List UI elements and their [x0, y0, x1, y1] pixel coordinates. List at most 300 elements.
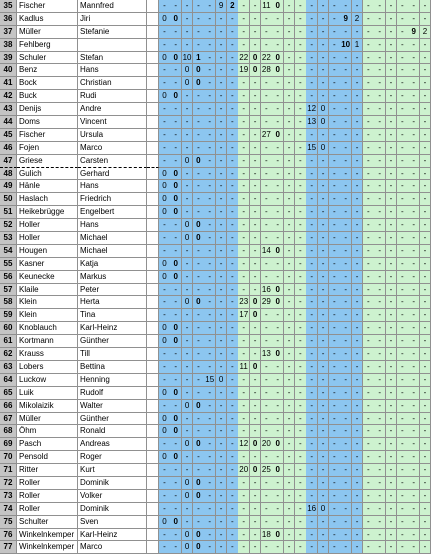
score-cell[interactable]: -	[363, 451, 375, 464]
score-cell[interactable]: -	[193, 335, 205, 348]
first-name-cell[interactable]: Markus	[78, 271, 147, 284]
score-cell[interactable]: -	[182, 387, 194, 400]
score-cell[interactable]: -	[329, 361, 341, 374]
score-cell[interactable]: -	[227, 516, 239, 529]
first-name-cell[interactable]: Carsten	[78, 155, 147, 168]
score-cell[interactable]: 0	[193, 438, 205, 451]
empty-cell[interactable]	[147, 309, 159, 322]
score-cell[interactable]: -	[272, 490, 284, 503]
score-cell[interactable]: 0	[159, 271, 171, 284]
score-cell[interactable]: -	[284, 425, 296, 438]
first-name-cell[interactable]: Vincent	[78, 116, 147, 129]
score-cell[interactable]: -	[340, 322, 352, 335]
score-cell[interactable]: -	[204, 103, 216, 116]
score-cell[interactable]: -	[182, 0, 194, 13]
score-cell[interactable]: -	[408, 529, 420, 542]
score-cell[interactable]: -	[272, 503, 284, 516]
score-cell[interactable]: -	[284, 529, 296, 542]
score-cell[interactable]: -	[216, 219, 228, 232]
score-cell[interactable]: -	[250, 413, 262, 426]
score-cell[interactable]: -	[227, 90, 239, 103]
score-cell[interactable]: -	[295, 180, 307, 193]
score-cell[interactable]: -	[340, 193, 352, 206]
score-cell[interactable]: -	[159, 64, 171, 77]
score-cell[interactable]: 0	[170, 180, 182, 193]
score-cell[interactable]: -	[159, 374, 171, 387]
score-cell[interactable]: -	[340, 180, 352, 193]
score-cell[interactable]: -	[272, 387, 284, 400]
score-cell[interactable]: -	[397, 39, 409, 52]
score-cell[interactable]: -	[363, 516, 375, 529]
score-cell[interactable]: -	[386, 168, 398, 181]
score-cell[interactable]: -	[340, 284, 352, 297]
score-cell[interactable]: -	[329, 193, 341, 206]
score-cell[interactable]: -	[204, 129, 216, 142]
score-cell[interactable]: -	[216, 296, 228, 309]
score-cell[interactable]: -	[204, 116, 216, 129]
score-cell[interactable]: -	[420, 39, 431, 52]
score-cell[interactable]: -	[329, 13, 341, 26]
score-cell[interactable]: -	[227, 296, 239, 309]
score-cell[interactable]: -	[386, 13, 398, 26]
score-cell[interactable]: -	[272, 413, 284, 426]
score-cell[interactable]: -	[250, 193, 262, 206]
score-cell[interactable]: -	[238, 541, 250, 554]
score-cell[interactable]: -	[306, 155, 318, 168]
score-cell[interactable]: -	[170, 155, 182, 168]
score-cell[interactable]: -	[363, 335, 375, 348]
score-cell[interactable]: -	[261, 361, 273, 374]
score-cell[interactable]: -	[397, 52, 409, 65]
score-cell[interactable]: -	[170, 39, 182, 52]
score-cell[interactable]: -	[204, 0, 216, 13]
score-cell[interactable]: 0	[170, 516, 182, 529]
score-cell[interactable]: -	[170, 232, 182, 245]
empty-cell[interactable]	[147, 464, 159, 477]
score-cell[interactable]: -	[329, 180, 341, 193]
score-cell[interactable]: 0	[170, 387, 182, 400]
score-cell[interactable]: -	[238, 168, 250, 181]
score-cell[interactable]: -	[386, 348, 398, 361]
score-cell[interactable]: -	[204, 13, 216, 26]
score-cell[interactable]: -	[182, 361, 194, 374]
score-cell[interactable]: -	[204, 400, 216, 413]
score-cell[interactable]: -	[397, 284, 409, 297]
score-cell[interactable]: -	[227, 413, 239, 426]
score-cell[interactable]: -	[250, 180, 262, 193]
empty-cell[interactable]	[147, 490, 159, 503]
first-name-cell[interactable]: Jiri	[78, 13, 147, 26]
score-cell[interactable]: -	[363, 142, 375, 155]
score-cell[interactable]: -	[374, 258, 386, 271]
score-cell[interactable]: -	[250, 77, 262, 90]
score-cell[interactable]: -	[284, 180, 296, 193]
score-cell[interactable]: -	[397, 129, 409, 142]
score-cell[interactable]: -	[329, 464, 341, 477]
score-cell[interactable]: -	[250, 541, 262, 554]
score-cell[interactable]: -	[397, 0, 409, 13]
score-cell[interactable]: -	[238, 13, 250, 26]
score-cell[interactable]: -	[397, 155, 409, 168]
score-cell[interactable]: 0	[170, 322, 182, 335]
score-cell[interactable]: 0	[250, 52, 262, 65]
score-cell[interactable]: -	[397, 26, 409, 39]
score-cell[interactable]: -	[170, 541, 182, 554]
score-cell[interactable]: -	[227, 206, 239, 219]
score-cell[interactable]: -	[250, 490, 262, 503]
score-cell[interactable]: 0	[182, 296, 194, 309]
score-cell[interactable]: 0	[250, 438, 262, 451]
score-cell[interactable]: -	[238, 232, 250, 245]
score-cell[interactable]: -	[261, 116, 273, 129]
score-cell[interactable]: -	[420, 374, 431, 387]
score-cell[interactable]: -	[193, 193, 205, 206]
score-cell[interactable]: -	[363, 438, 375, 451]
score-cell[interactable]: -	[159, 541, 171, 554]
score-cell[interactable]: -	[170, 348, 182, 361]
empty-cell[interactable]	[147, 451, 159, 464]
score-cell[interactable]: -	[352, 26, 364, 39]
score-cell[interactable]: -	[250, 271, 262, 284]
score-cell[interactable]: -	[306, 232, 318, 245]
empty-cell[interactable]	[147, 387, 159, 400]
empty-cell[interactable]	[147, 232, 159, 245]
score-cell[interactable]: -	[374, 219, 386, 232]
empty-cell[interactable]	[147, 77, 159, 90]
score-cell[interactable]: -	[159, 464, 171, 477]
score-cell[interactable]: -	[352, 490, 364, 503]
score-cell[interactable]: 0	[272, 64, 284, 77]
score-cell[interactable]: -	[386, 541, 398, 554]
score-cell[interactable]: 0	[193, 477, 205, 490]
score-cell[interactable]: -	[250, 206, 262, 219]
score-cell[interactable]: -	[329, 77, 341, 90]
first-name-cell[interactable]: Walter	[78, 400, 147, 413]
score-cell[interactable]: 1	[352, 39, 364, 52]
score-cell[interactable]: -	[352, 322, 364, 335]
score-cell[interactable]: -	[420, 90, 431, 103]
score-cell[interactable]: -	[420, 219, 431, 232]
empty-cell[interactable]	[147, 258, 159, 271]
score-cell[interactable]: -	[284, 374, 296, 387]
empty-cell[interactable]	[147, 103, 159, 116]
score-cell[interactable]: -	[295, 219, 307, 232]
first-name-cell[interactable]: Karl-Heinz	[78, 322, 147, 335]
score-cell[interactable]: -	[340, 400, 352, 413]
score-cell[interactable]: -	[261, 103, 273, 116]
score-cell[interactable]: -	[216, 13, 228, 26]
score-cell[interactable]: 0	[272, 438, 284, 451]
score-cell[interactable]: -	[238, 322, 250, 335]
score-cell[interactable]: -	[318, 39, 330, 52]
score-cell[interactable]: -	[408, 52, 420, 65]
score-cell[interactable]: -	[408, 129, 420, 142]
score-cell[interactable]: -	[374, 271, 386, 284]
score-cell[interactable]: -	[159, 77, 171, 90]
score-cell[interactable]: -	[250, 232, 262, 245]
score-cell[interactable]: -	[374, 90, 386, 103]
score-cell[interactable]: -	[261, 258, 273, 271]
score-cell[interactable]: -	[284, 90, 296, 103]
score-cell[interactable]: -	[318, 129, 330, 142]
first-name-cell[interactable]: Engelbert	[78, 206, 147, 219]
score-cell[interactable]: 0	[272, 348, 284, 361]
score-cell[interactable]: -	[170, 0, 182, 13]
score-cell[interactable]: 0	[182, 529, 194, 542]
score-cell[interactable]: -	[238, 529, 250, 542]
score-cell[interactable]: -	[193, 206, 205, 219]
score-cell[interactable]: -	[352, 284, 364, 297]
first-name-cell[interactable]: Günther	[78, 335, 147, 348]
score-cell[interactable]: -	[420, 335, 431, 348]
score-cell[interactable]: -	[204, 309, 216, 322]
score-cell[interactable]: 0	[182, 490, 194, 503]
score-cell[interactable]: -	[216, 90, 228, 103]
score-cell[interactable]: 15	[306, 142, 318, 155]
score-cell[interactable]: -	[216, 438, 228, 451]
score-cell[interactable]: -	[363, 348, 375, 361]
score-cell[interactable]: -	[352, 387, 364, 400]
score-cell[interactable]: -	[408, 13, 420, 26]
score-cell[interactable]: 19	[238, 64, 250, 77]
empty-cell[interactable]	[147, 39, 159, 52]
empty-cell[interactable]	[147, 425, 159, 438]
score-cell[interactable]: -	[261, 39, 273, 52]
score-cell[interactable]: -	[204, 464, 216, 477]
score-cell[interactable]: -	[204, 142, 216, 155]
empty-cell[interactable]	[147, 477, 159, 490]
score-cell[interactable]: -	[340, 168, 352, 181]
last-name-cell[interactable]: Mikolaizik	[17, 400, 78, 413]
empty-cell[interactable]	[147, 516, 159, 529]
last-name-cell[interactable]: Roller	[17, 477, 78, 490]
score-cell[interactable]: -	[204, 348, 216, 361]
empty-cell[interactable]	[147, 296, 159, 309]
score-cell[interactable]: -	[363, 529, 375, 542]
last-name-cell[interactable]: Griese	[17, 155, 78, 168]
score-cell[interactable]: -	[386, 296, 398, 309]
score-cell[interactable]: -	[284, 168, 296, 181]
score-cell[interactable]: -	[227, 477, 239, 490]
empty-cell[interactable]	[147, 348, 159, 361]
score-cell[interactable]: -	[386, 464, 398, 477]
score-cell[interactable]: -	[386, 64, 398, 77]
score-cell[interactable]: -	[238, 77, 250, 90]
first-name-cell[interactable]: Christian	[78, 77, 147, 90]
score-cell[interactable]: -	[250, 335, 262, 348]
first-name-cell[interactable]: Michael	[78, 232, 147, 245]
first-name-cell[interactable]: Dominik	[78, 477, 147, 490]
score-cell[interactable]: -	[318, 180, 330, 193]
score-cell[interactable]: -	[306, 64, 318, 77]
score-cell[interactable]: -	[227, 348, 239, 361]
score-cell[interactable]: -	[408, 284, 420, 297]
score-cell[interactable]: -	[363, 361, 375, 374]
score-cell[interactable]: 0	[193, 490, 205, 503]
score-cell[interactable]: -	[159, 296, 171, 309]
score-cell[interactable]: -	[386, 374, 398, 387]
score-cell[interactable]: 0	[193, 296, 205, 309]
score-cell[interactable]: -	[272, 193, 284, 206]
score-cell[interactable]: -	[216, 193, 228, 206]
score-cell[interactable]: -	[386, 516, 398, 529]
score-cell[interactable]: 0	[193, 219, 205, 232]
last-name-cell[interactable]: Fojen	[17, 142, 78, 155]
score-cell[interactable]: -	[238, 374, 250, 387]
score-cell[interactable]: -	[284, 13, 296, 26]
score-cell[interactable]: -	[227, 464, 239, 477]
empty-cell[interactable]	[147, 168, 159, 181]
score-cell[interactable]: 11	[238, 361, 250, 374]
score-cell[interactable]: -	[363, 116, 375, 129]
score-cell[interactable]: -	[227, 245, 239, 258]
score-cell[interactable]: 14	[261, 245, 273, 258]
score-cell[interactable]: -	[227, 26, 239, 39]
score-cell[interactable]: 0	[159, 425, 171, 438]
score-cell[interactable]: -	[272, 13, 284, 26]
score-cell[interactable]: -	[238, 258, 250, 271]
score-cell[interactable]: -	[182, 271, 194, 284]
empty-cell[interactable]	[147, 64, 159, 77]
first-name-cell[interactable]: Ronald	[78, 425, 147, 438]
score-cell[interactable]: -	[318, 413, 330, 426]
score-cell[interactable]: -	[340, 503, 352, 516]
score-cell[interactable]: -	[306, 464, 318, 477]
score-cell[interactable]: -	[340, 425, 352, 438]
score-cell[interactable]: -	[238, 206, 250, 219]
score-cell[interactable]: -	[227, 219, 239, 232]
score-cell[interactable]: -	[159, 0, 171, 13]
empty-cell[interactable]	[147, 116, 159, 129]
score-cell[interactable]: -	[261, 322, 273, 335]
score-cell[interactable]: -	[216, 206, 228, 219]
score-cell[interactable]: -	[284, 400, 296, 413]
last-name-cell[interactable]: Holler	[17, 219, 78, 232]
score-cell[interactable]: -	[374, 309, 386, 322]
score-cell[interactable]: -	[408, 77, 420, 90]
score-cell[interactable]: -	[397, 206, 409, 219]
score-cell[interactable]: -	[386, 142, 398, 155]
score-cell[interactable]: -	[340, 258, 352, 271]
score-cell[interactable]: -	[386, 400, 398, 413]
score-cell[interactable]: -	[170, 219, 182, 232]
score-cell[interactable]: -	[159, 116, 171, 129]
score-cell[interactable]: -	[318, 490, 330, 503]
score-cell[interactable]: -	[363, 258, 375, 271]
score-cell[interactable]: -	[227, 129, 239, 142]
score-cell[interactable]: -	[272, 155, 284, 168]
score-cell[interactable]: -	[386, 90, 398, 103]
score-cell[interactable]: -	[397, 13, 409, 26]
score-cell[interactable]: -	[329, 219, 341, 232]
score-cell[interactable]: -	[193, 39, 205, 52]
score-cell[interactable]: -	[420, 258, 431, 271]
score-cell[interactable]: -	[227, 451, 239, 464]
score-cell[interactable]: -	[386, 503, 398, 516]
score-cell[interactable]: -	[306, 361, 318, 374]
score-cell[interactable]: -	[363, 39, 375, 52]
score-cell[interactable]: -	[295, 271, 307, 284]
score-cell[interactable]: -	[238, 503, 250, 516]
score-cell[interactable]: -	[386, 155, 398, 168]
score-cell[interactable]: -	[306, 335, 318, 348]
empty-cell[interactable]	[147, 322, 159, 335]
score-cell[interactable]: -	[363, 245, 375, 258]
score-cell[interactable]: -	[295, 129, 307, 142]
score-cell[interactable]: -	[182, 413, 194, 426]
score-cell[interactable]: -	[204, 77, 216, 90]
score-cell[interactable]: -	[227, 529, 239, 542]
score-cell[interactable]: 20	[261, 438, 273, 451]
score-cell[interactable]: -	[352, 400, 364, 413]
score-cell[interactable]: -	[238, 26, 250, 39]
score-cell[interactable]: -	[295, 374, 307, 387]
score-cell[interactable]: -	[261, 413, 273, 426]
score-cell[interactable]: -	[340, 245, 352, 258]
score-cell[interactable]: -	[306, 180, 318, 193]
score-cell[interactable]: 0	[318, 103, 330, 116]
last-name-cell[interactable]: Hougen	[17, 245, 78, 258]
score-cell[interactable]: -	[295, 245, 307, 258]
score-cell[interactable]: -	[216, 258, 228, 271]
score-cell[interactable]: -	[329, 516, 341, 529]
score-cell[interactable]: -	[397, 245, 409, 258]
score-cell[interactable]: -	[397, 271, 409, 284]
score-cell[interactable]: -	[193, 168, 205, 181]
score-cell[interactable]: -	[363, 284, 375, 297]
score-cell[interactable]: -	[340, 206, 352, 219]
score-cell[interactable]: -	[159, 39, 171, 52]
score-cell[interactable]: -	[193, 284, 205, 297]
score-cell[interactable]: 20	[238, 464, 250, 477]
score-cell[interactable]: -	[295, 64, 307, 77]
score-cell[interactable]: -	[216, 39, 228, 52]
score-cell[interactable]: -	[352, 541, 364, 554]
score-cell[interactable]: -	[352, 103, 364, 116]
score-cell[interactable]: -	[420, 142, 431, 155]
score-cell[interactable]: -	[193, 516, 205, 529]
score-cell[interactable]: 0	[159, 451, 171, 464]
last-name-cell[interactable]: Roller	[17, 503, 78, 516]
score-cell[interactable]: -	[386, 77, 398, 90]
score-cell[interactable]: -	[329, 271, 341, 284]
score-cell[interactable]: -	[182, 284, 194, 297]
score-cell[interactable]: -	[352, 245, 364, 258]
first-name-cell[interactable]: Peter	[78, 284, 147, 297]
score-cell[interactable]: 0	[193, 155, 205, 168]
score-cell[interactable]: -	[284, 387, 296, 400]
last-name-cell[interactable]: Luik	[17, 387, 78, 400]
score-cell[interactable]: -	[216, 516, 228, 529]
score-cell[interactable]: 0	[193, 400, 205, 413]
score-cell[interactable]: -	[408, 103, 420, 116]
score-cell[interactable]: -	[352, 193, 364, 206]
score-cell[interactable]: -	[397, 103, 409, 116]
score-cell[interactable]: -	[250, 13, 262, 26]
last-name-cell[interactable]: Haslach	[17, 193, 78, 206]
score-cell[interactable]: 0	[182, 219, 194, 232]
score-cell[interactable]: -	[352, 90, 364, 103]
last-name-cell[interactable]: Müller	[17, 413, 78, 426]
score-cell[interactable]: -	[216, 168, 228, 181]
empty-cell[interactable]	[147, 129, 159, 142]
score-cell[interactable]: -	[352, 361, 364, 374]
score-cell[interactable]: -	[182, 464, 194, 477]
score-cell[interactable]: -	[408, 451, 420, 464]
last-name-cell[interactable]: Hänle	[17, 180, 78, 193]
score-cell[interactable]: -	[374, 361, 386, 374]
score-cell[interactable]: -	[295, 541, 307, 554]
